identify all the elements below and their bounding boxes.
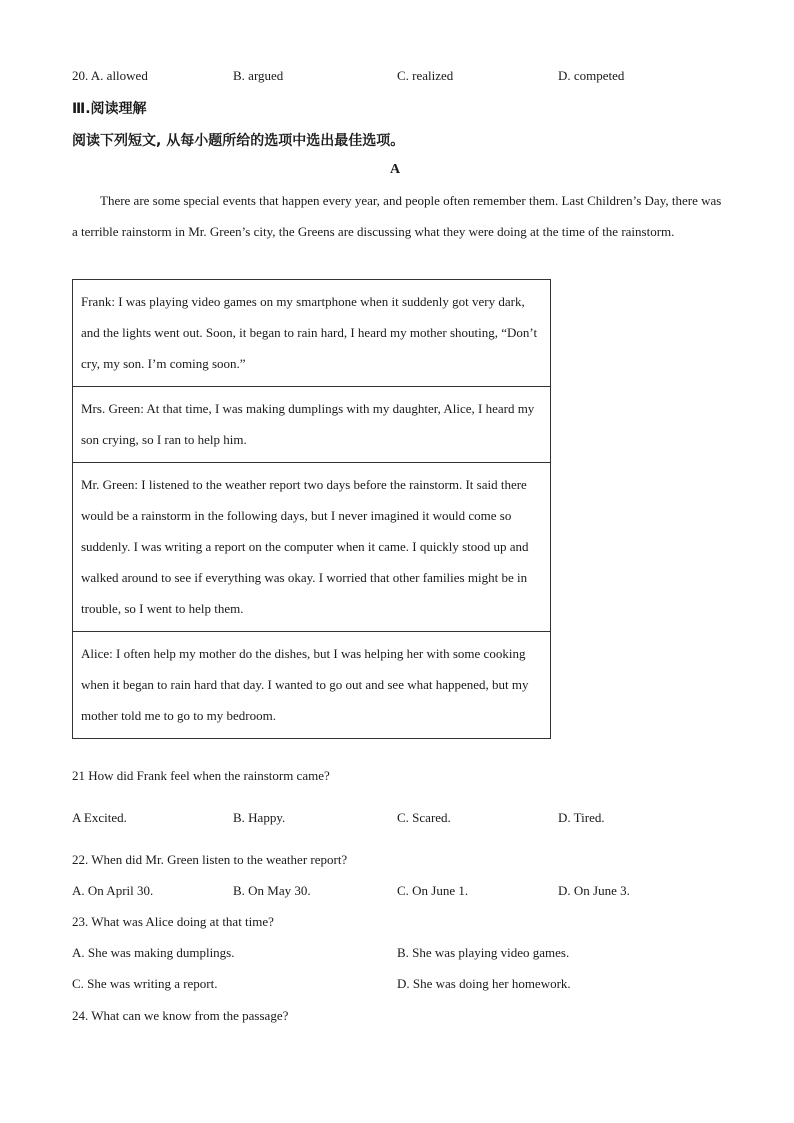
table-row-frank: Frank: I was playing video games on my smartphone when it suddenly got very dark, and the lights went out. Soon, it began to rain hard, I heard my mother shouting, “Don’t cry, my son. I’m coming soon.” [73,280,550,387]
passage-letter: A [390,162,401,177]
q21-option-a: A Excited. [72,810,127,825]
section-instruction: 阅读下列短文, 从每小题所给的选项中选出最佳选项。 [72,133,405,149]
q21-stem: 21 How did Frank feel when the rainstorm came? [72,768,330,783]
q23-option-b: B. She was playing video games. [397,945,570,960]
q20-option-c: C. realized [397,68,454,83]
table-row-alice: Alice: I often help my mother do the dishes, but I was helping her with some cooking when it began to rain hard that day. I wanted to go out and see what happened, but my mother told me to go to my bedroom. [81,646,529,723]
q22-option-a: A. On April 30. [72,883,154,898]
q21-option-b: B. Happy. [233,810,286,825]
table-row-mrs-green: Mrs. Green: At that time, I was making dumplings with my daughter, Alice, I heard my son crying, so I ran to help him. [73,387,550,463]
q23-option-d: D. She was doing her homework. [397,976,571,991]
q20-option-a: 20. A. allowed [72,68,148,83]
q21-option-c: C. Scared. [397,810,451,825]
table-row-mr-green: Mr. Green: I listened to the weather report two days before the rainstorm. It said there would be a rainstorm in the following days, but I never imagined it would come so suddenly. I was writing a report on the computer when it came. I quickly stood up and walked around to see if everything was okay. I worried that other families might be in trouble, so I went to help them. [73,463,550,632]
q22-option-d: D. On June 3. [558,883,630,898]
q22-stem: 22. When did Mr. Green listen to the weather report? [72,852,348,867]
section-title: Ⅲ.阅读理解 [72,101,147,117]
q22-option-c: C. On June 1. [397,883,469,898]
dialogue-table [72,279,551,739]
q20-option-d: D. competed [558,68,625,83]
q23-stem: 23. What was Alice doing at that time? [72,914,274,929]
q23-option-a: A. She was making dumplings. [72,945,235,960]
q20-option-b: B. argued [233,68,284,83]
intro-text: There are some special events that happen every year, and people often remember them. Last Children’s Day, there was a terrible rainstorm in Mr. Green’s city, the Greens are discussing what they were doing at the time of the rainstorm. [72,193,722,239]
q23-option-c: C. She was writing a report. [72,976,218,991]
q22-option-b: B. On May 30. [233,883,311,898]
q24-stem: 24. What can we know from the passage? [72,1008,289,1023]
intro-paragraph [72,185,722,247]
q21-option-d: D. Tired. [558,810,605,825]
